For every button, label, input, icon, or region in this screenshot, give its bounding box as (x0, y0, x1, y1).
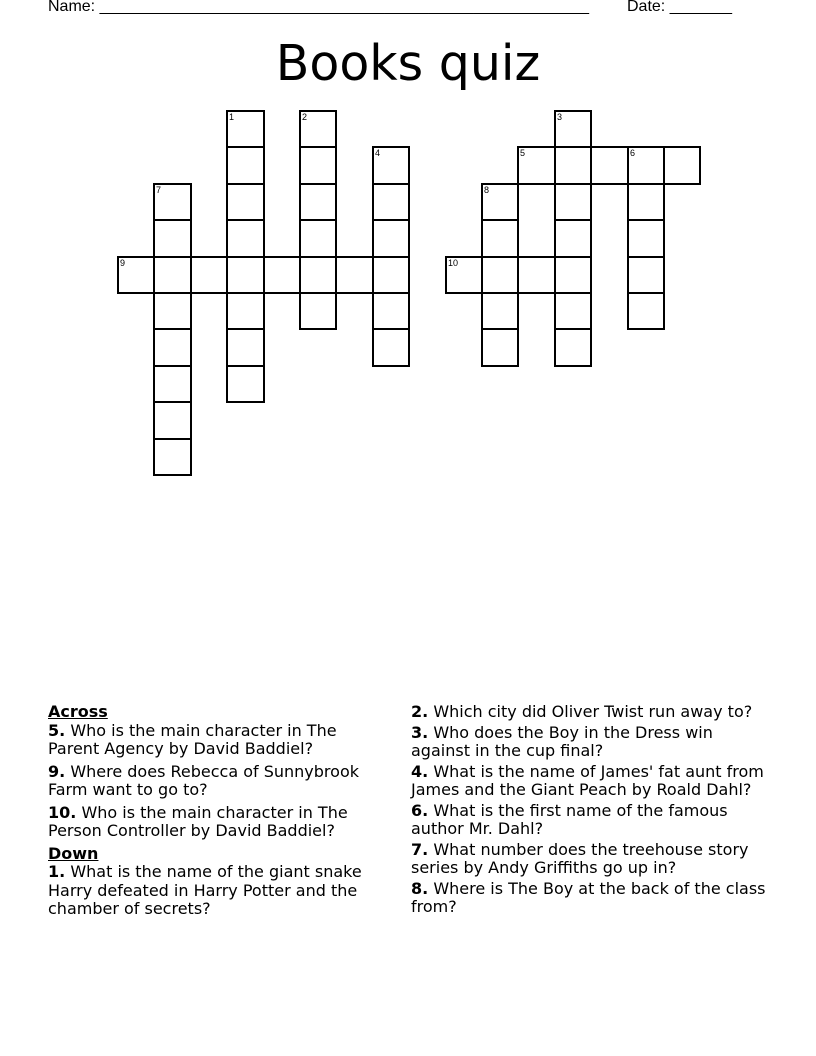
crossword-cell[interactable] (153, 292, 192, 330)
down-clue-list-part2 (411, 703, 776, 917)
clue-number: 10 (448, 258, 459, 268)
crossword-cell[interactable] (481, 183, 519, 221)
crossword-cell[interactable] (554, 328, 592, 367)
date-label: Date: (627, 0, 666, 15)
crossword-cell[interactable] (153, 183, 192, 221)
crossword-cell[interactable] (117, 256, 155, 294)
crossword-cell[interactable] (372, 183, 410, 221)
clue-item-text: What is the name of the giant snake Harry defeated in Harry Potter and the chamber of secrets? (48, 862, 362, 918)
clue-item (48, 804, 388, 841)
crossword-cell[interactable] (226, 110, 265, 148)
name-label: Name: (48, 0, 96, 15)
crossword-cell[interactable] (554, 256, 592, 294)
clue-number: 9 (120, 258, 126, 268)
date-field (627, 0, 732, 16)
crossword-cell[interactable] (372, 256, 410, 294)
crossword-cell[interactable] (226, 256, 265, 294)
crossword-cell[interactable] (226, 365, 265, 403)
crossword-cell[interactable] (153, 438, 192, 476)
clue-item (411, 802, 776, 839)
clue-item-number: 5. (48, 720, 66, 740)
clue-item-text: Which city did Oliver Twist run away to? (433, 702, 753, 721)
clue-item-number: 1. (48, 862, 66, 881)
down-clue-list-part1 (48, 863, 388, 919)
name-line: _______________________________________________________ (99, 0, 589, 15)
clue-item-number: 8. (411, 878, 429, 898)
clue-item-text: Who is the main character in The Parent Agency by David Baddiel? (48, 720, 337, 758)
crossword-cell[interactable] (627, 183, 665, 221)
crossword-cell[interactable] (153, 401, 192, 440)
crossword-cell[interactable] (226, 328, 265, 367)
clue-number: 2 (302, 112, 308, 122)
clue-item-text: Who is the main character in The Person Controller by David Baddiel? (48, 802, 348, 840)
across-clue-list (48, 722, 388, 841)
clue-item-number: 4. (411, 761, 429, 781)
clue-item-number: 10. (48, 802, 77, 822)
clue-item (411, 724, 776, 761)
name-field (48, 0, 589, 16)
crossword-cell[interactable] (481, 256, 519, 294)
crossword-cell[interactable] (590, 146, 629, 185)
crossword-cell[interactable] (299, 146, 337, 185)
clue-item-text: What number does the treehouse story series by Andy Griffiths go up in? (411, 839, 749, 877)
crossword-cell[interactable] (627, 256, 665, 294)
crossword-cell[interactable] (481, 292, 519, 330)
clue-item (411, 763, 776, 800)
clues-left-column (48, 703, 388, 923)
crossword-cell[interactable] (372, 292, 410, 330)
clue-number: 3 (557, 112, 563, 122)
clue-item (48, 763, 388, 800)
crossword-cell[interactable] (663, 146, 701, 185)
clue-item (411, 841, 776, 878)
clue-number: 7 (156, 185, 162, 195)
crossword-cell[interactable] (372, 328, 410, 367)
clue-number: 4 (375, 148, 381, 158)
clue-item-text: Where is The Boy at the back of the class from? (411, 878, 766, 916)
clue-number: 5 (520, 148, 526, 158)
crossword-cell[interactable] (299, 110, 337, 148)
clue-number: 8 (484, 185, 490, 195)
crossword-cell[interactable] (554, 110, 592, 148)
date-line: _______ (669, 0, 732, 15)
crossword-cell[interactable] (153, 219, 192, 258)
clue-item (48, 863, 388, 919)
crossword-cell[interactable] (554, 183, 592, 221)
clue-item (411, 880, 776, 917)
crossword-cell[interactable] (335, 256, 374, 294)
crossword-cell[interactable] (153, 365, 192, 403)
clue-item-number: 2. (411, 702, 429, 721)
clue-item-text: What is the first name of the famous author Mr. Dahl? (411, 800, 728, 838)
clue-item (48, 722, 388, 759)
clue-item (411, 703, 776, 722)
page-title: Books quiz (275, 35, 541, 92)
crossword-cell[interactable] (517, 146, 556, 185)
clue-item-number: 9. (48, 761, 66, 781)
crossword-cell[interactable] (481, 219, 519, 258)
down-heading: Down (48, 843, 99, 863)
crossword-cell[interactable] (627, 146, 665, 185)
crossword-cell[interactable] (554, 146, 592, 185)
crossword-cell[interactable] (627, 292, 665, 330)
clue-item-text: What is the name of James' fat aunt from James and the Giant Peach by Roald Dahl? (411, 761, 764, 799)
crossword-cell[interactable] (372, 146, 410, 185)
clue-number: 1 (229, 112, 235, 122)
clue-item-text: Where does Rebecca of Sunnybrook Farm want to go to? (48, 761, 359, 799)
crossword-cell[interactable] (299, 219, 337, 258)
crossword-cell[interactable] (226, 292, 265, 330)
crossword-cell[interactable] (372, 219, 410, 258)
crossword-cell[interactable] (627, 219, 665, 258)
crossword-cell[interactable] (554, 292, 592, 330)
crossword-cell[interactable] (299, 292, 337, 330)
crossword-cell[interactable] (153, 328, 192, 367)
crossword-cell[interactable] (299, 256, 337, 294)
crossword-cell[interactable] (226, 219, 265, 258)
crossword-cell[interactable] (517, 256, 556, 294)
crossword-cell[interactable] (299, 183, 337, 221)
crossword-cell[interactable] (445, 256, 483, 294)
across-heading: Across (48, 702, 108, 721)
crossword-cell[interactable] (190, 256, 228, 294)
clues-right-column (411, 703, 776, 919)
crossword-cell[interactable] (481, 328, 519, 367)
clue-number: 6 (630, 148, 636, 158)
clue-item-text: Who does the Boy in the Dress win against in the cup final? (411, 722, 713, 760)
clue-item-number: 3. (411, 722, 429, 742)
crossword-cell[interactable] (153, 256, 192, 294)
crossword-cell[interactable] (226, 183, 265, 221)
crossword-cell[interactable] (554, 219, 592, 258)
clue-item-number: 6. (411, 800, 429, 820)
clue-item-number: 7. (411, 839, 429, 859)
crossword-cell[interactable] (263, 256, 301, 294)
crossword-cell[interactable] (226, 146, 265, 185)
